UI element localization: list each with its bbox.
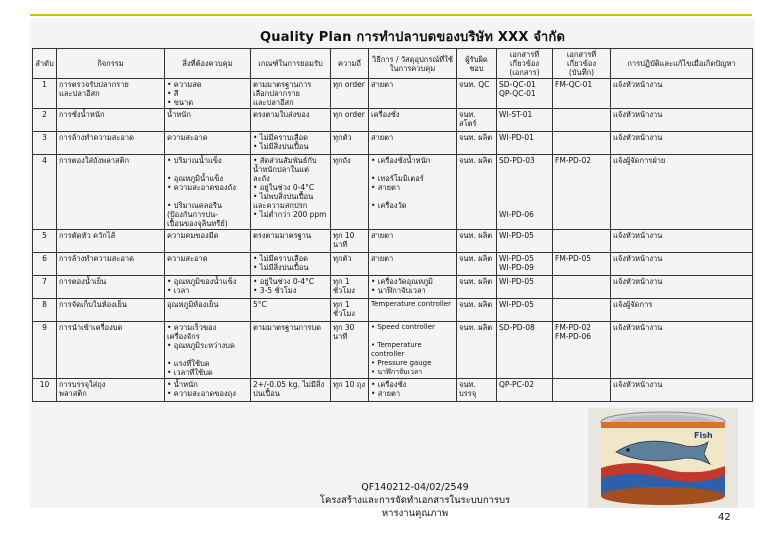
cell-criteria: ตรงตามใบส่งของ bbox=[251, 109, 331, 132]
table-row bbox=[33, 322, 753, 379]
cell-document: SD-PD-03 WI-PD-06 bbox=[497, 155, 553, 230]
cell-frequency: ทุกถัง bbox=[331, 155, 369, 230]
cell-control: ความคมของมีด bbox=[165, 230, 251, 253]
cell-record bbox=[553, 109, 611, 132]
cell-control: ความสะอาด bbox=[165, 132, 251, 155]
cell-control: • ความสด • สี • ขนาด bbox=[165, 79, 251, 109]
cell-criteria: 5°C bbox=[251, 299, 331, 322]
cell-frequency: ทุก 10 นาที bbox=[331, 230, 369, 253]
cell-no: 6 bbox=[33, 253, 57, 276]
cell-method: • เครื่องชั่ง • สายตา bbox=[369, 379, 457, 402]
document-footer bbox=[280, 481, 550, 520]
quality-plan-table bbox=[32, 48, 753, 402]
header-cell: เอกสารที่เกี่ยวข้อง (เอกสาร) bbox=[497, 49, 553, 79]
cell-action: แจ้งหัวหน้างาน bbox=[611, 79, 753, 109]
table-row bbox=[33, 276, 753, 299]
cell-responsible: จนท. ผลิต bbox=[457, 230, 497, 253]
cell-activity: การตัดหัว ควักไส้ bbox=[57, 230, 165, 253]
cell-action: แจ้งหัวหน้างาน bbox=[611, 132, 753, 155]
cell-activity: การนำเข้าเครื่องบด bbox=[57, 322, 165, 379]
cell-record: FM-PD-02 bbox=[553, 155, 611, 230]
cell-responsible: จนท. ผลิต bbox=[457, 132, 497, 155]
cell-responsible: จนท. ผลิต bbox=[457, 299, 497, 322]
cell-action: แจ้งหัวหน้างาน bbox=[611, 253, 753, 276]
cell-action: แจ้งผู้จัดการฝ่าย bbox=[611, 155, 753, 230]
top-accent-line bbox=[30, 14, 752, 16]
header-cell: สิ่งที่ต้องควบคุม bbox=[165, 49, 251, 79]
cell-record: FM-QC-01 bbox=[553, 79, 611, 109]
cell-responsible: จนท. ผลิต bbox=[457, 155, 497, 230]
cell-frequency: ทุกตัว bbox=[331, 253, 369, 276]
cell-control: • ความเร็วของ เครื่องจักร • อุณหภูมิระหว่างบด • แรงที่ใช้บด • เวลาที่ใช้บด bbox=[165, 322, 251, 379]
header-cell: วิธีการ / วัสดุอุปกรณ์ที่ใช้ในการควบคุม bbox=[369, 49, 457, 79]
cell-action: แจ้งหัวหน้างาน bbox=[611, 379, 753, 402]
cell-document: WI-PD-05 WI-PD-09 bbox=[497, 253, 553, 276]
page-number: 42 bbox=[718, 512, 731, 523]
cell-action: แจ้งหัวหน้างาน bbox=[611, 230, 753, 253]
cell-document: WI-PD-01 bbox=[497, 132, 553, 155]
table-row bbox=[33, 132, 753, 155]
document-title: Quality Plan การทำปลาบดของบริษัท XXX จำกัด bbox=[260, 30, 566, 45]
header-cell: ความถี่ bbox=[331, 49, 369, 79]
cell-method: • Speed controller • Temperature controller • Pressure gauge • นาฬิกาจับเวลา bbox=[369, 322, 457, 379]
table-row bbox=[33, 109, 753, 132]
cell-method: สายตา bbox=[369, 79, 457, 109]
cell-document: QP-PC-02 bbox=[497, 379, 553, 402]
cell-frequency: ทุก 10 ถุง bbox=[331, 379, 369, 402]
table-row bbox=[33, 299, 753, 322]
table-row bbox=[33, 253, 753, 276]
footer-title-line2: หารงานคุณภาพ bbox=[381, 508, 449, 519]
cell-frequency: ทุก 30 นาที bbox=[331, 322, 369, 379]
cell-activity: การล้างทำความสะอาด bbox=[57, 132, 165, 155]
cell-control: น้ำหนัก bbox=[165, 109, 251, 132]
cell-responsible: จนท. ผลิต bbox=[457, 276, 497, 299]
cell-method: สายตา bbox=[369, 132, 457, 155]
cell-document: WI-ST-01 bbox=[497, 109, 553, 132]
footer-code: QF140212-04/02/2549 bbox=[361, 482, 469, 493]
cell-no: 1 bbox=[33, 79, 57, 109]
cell-control: • น้ำหนัก • ความสะอาดของถุง bbox=[165, 379, 251, 402]
cell-action: แจ้งหัวหน้างาน bbox=[611, 276, 753, 299]
header-cell: การปฏิบัติและแก้ไขเมื่อเกิดปัญหา bbox=[611, 49, 753, 79]
header-cell: เอกสารที่เกี่ยวข้อง (บันทึก) bbox=[553, 49, 611, 79]
table-row bbox=[33, 155, 753, 230]
cell-criteria: • ไม่มีคราบเลือด • ไม่มีสิ่งปนเปื้อน bbox=[251, 253, 331, 276]
cell-activity: การบรรจุใส่ถุง พลาสติก bbox=[57, 379, 165, 402]
cell-criteria: 2+/-0.05 kg. ไม่มีสิ่ง ปนเปื้อน bbox=[251, 379, 331, 402]
cell-record: FM-PD-05 bbox=[553, 253, 611, 276]
cell-no: 8 bbox=[33, 299, 57, 322]
cell-activity: การล้างทำความสะอาด bbox=[57, 253, 165, 276]
cell-frequency: ทุกตัว bbox=[331, 132, 369, 155]
cell-frequency: ทุก order bbox=[331, 79, 369, 109]
cell-no: 9 bbox=[33, 322, 57, 379]
cell-responsible: จนท. บรรจุ bbox=[457, 379, 497, 402]
cell-control: • ปริมาณน้ำแข็ง • อุณหภูมิน้ำแข็ง • ความสะอาดของถัง • ปริมาณคลอรีน (ป้องกันการปน- เปื้อนของจุลินทรีย์) bbox=[165, 155, 251, 230]
cell-method: Temperature controller bbox=[369, 299, 457, 322]
cell-frequency: ทุก 1 ชั่วโมง bbox=[331, 276, 369, 299]
cell-activity: การตรวจรับปลากราย และปลาอีสก bbox=[57, 79, 165, 109]
cell-record: FM-PD-02 FM-PD-06 bbox=[553, 322, 611, 379]
header-cell: เกณฑ์ในการยอมรับ bbox=[251, 49, 331, 79]
table-row bbox=[33, 379, 753, 402]
cell-no: 2 bbox=[33, 109, 57, 132]
cell-activity: การชั่งน้ำหนัก bbox=[57, 109, 165, 132]
cell-criteria: ตามมาตรฐานการบด bbox=[251, 322, 331, 379]
cell-no: 4 bbox=[33, 155, 57, 230]
fish-can-image bbox=[588, 408, 738, 508]
cell-responsible: จนท. ผลิต bbox=[457, 322, 497, 379]
cell-method: เครื่องชั่ง bbox=[369, 109, 457, 132]
header-cell: กิจกรรม bbox=[57, 49, 165, 79]
cell-activity: การจัดเก็บในห้องเย็น bbox=[57, 299, 165, 322]
header-cell: ลำดับ bbox=[33, 49, 57, 79]
cell-record bbox=[553, 276, 611, 299]
cell-action: แจ้งผู้จัดการ bbox=[611, 299, 753, 322]
footer-title-line1: โครงสร้างและการจัดทำเอกสารในระบบการบร bbox=[319, 495, 511, 506]
can-label: Fish bbox=[694, 431, 713, 440]
cell-activity: การตองใส่ถังพลาสติก bbox=[57, 155, 165, 230]
table-row bbox=[33, 79, 753, 109]
cell-control: • อุณหภูมิของน้ำแข็ง • เวลา bbox=[165, 276, 251, 299]
cell-document: WI-PD-05 bbox=[497, 276, 553, 299]
cell-criteria: • ไม่มีคราบเลือด • ไม่มีสิ่งปนเปื้อน bbox=[251, 132, 331, 155]
cell-record bbox=[553, 132, 611, 155]
cell-method: • เครื่องชั่งน้ำหนัก • เทอร์โมมิเตอร์ • สายตา • เครื่องวัด bbox=[369, 155, 457, 230]
cell-record bbox=[553, 379, 611, 402]
table-row bbox=[33, 230, 753, 253]
cell-action: แจ้งหัวหน้างาน bbox=[611, 109, 753, 132]
cell-no: 5 bbox=[33, 230, 57, 253]
cell-frequency: ทุก 1 ชั่วโมง bbox=[331, 299, 369, 322]
cell-document: WI-PD-05 bbox=[497, 299, 553, 322]
table-header-row bbox=[33, 49, 753, 79]
cell-control: อุณหภูมิห้องเย็น bbox=[165, 299, 251, 322]
header-cell: ผู้รับผิดชอบ bbox=[457, 49, 497, 79]
cell-document: WI-PD-05 bbox=[497, 230, 553, 253]
cell-criteria: ตามมาตรฐานการ เลือกปลากราย และปลาอีสก bbox=[251, 79, 331, 109]
cell-criteria: • อยู่ในช่วง 0-4°C • 3-5 ชั่วโมง bbox=[251, 276, 331, 299]
cell-record bbox=[553, 299, 611, 322]
cell-document: SD-QC-01 QP-QC-01 bbox=[497, 79, 553, 109]
cell-document: SD-PD-08 bbox=[497, 322, 553, 379]
cell-criteria: ตรงตามมาตรฐาน bbox=[251, 230, 331, 253]
cell-responsible: จนท. QC bbox=[457, 79, 497, 109]
cell-no: 3 bbox=[33, 132, 57, 155]
cell-responsible: จนท. สโตร์ bbox=[457, 109, 497, 132]
cell-control: ความสะอาด bbox=[165, 253, 251, 276]
cell-method: • เครื่องวัดอุณหภูมิ • นาฬิกาจับเวลา bbox=[369, 276, 457, 299]
cell-frequency: ทุก order bbox=[331, 109, 369, 132]
cell-method: สายตา bbox=[369, 253, 457, 276]
cell-no: 7 bbox=[33, 276, 57, 299]
cell-action: แจ้งหัวหน้างาน bbox=[611, 322, 753, 379]
cell-activity: การตองน้ำเย็น bbox=[57, 276, 165, 299]
cell-record bbox=[553, 230, 611, 253]
cell-criteria: • สัดส่วนสัมพันธ์กับ น้ำหนักปลาในแต่ ละถัง • อยู่ในช่วง 0-4°C • ไม่พบสิ่งปนเปื้อน และความสกปรก • ไม่ต่ำกว่า 200 ppm bbox=[251, 155, 331, 230]
cell-no: 10 bbox=[33, 379, 57, 402]
cell-method: สายตา bbox=[369, 230, 457, 253]
cell-responsible: จนท. ผลิต bbox=[457, 253, 497, 276]
